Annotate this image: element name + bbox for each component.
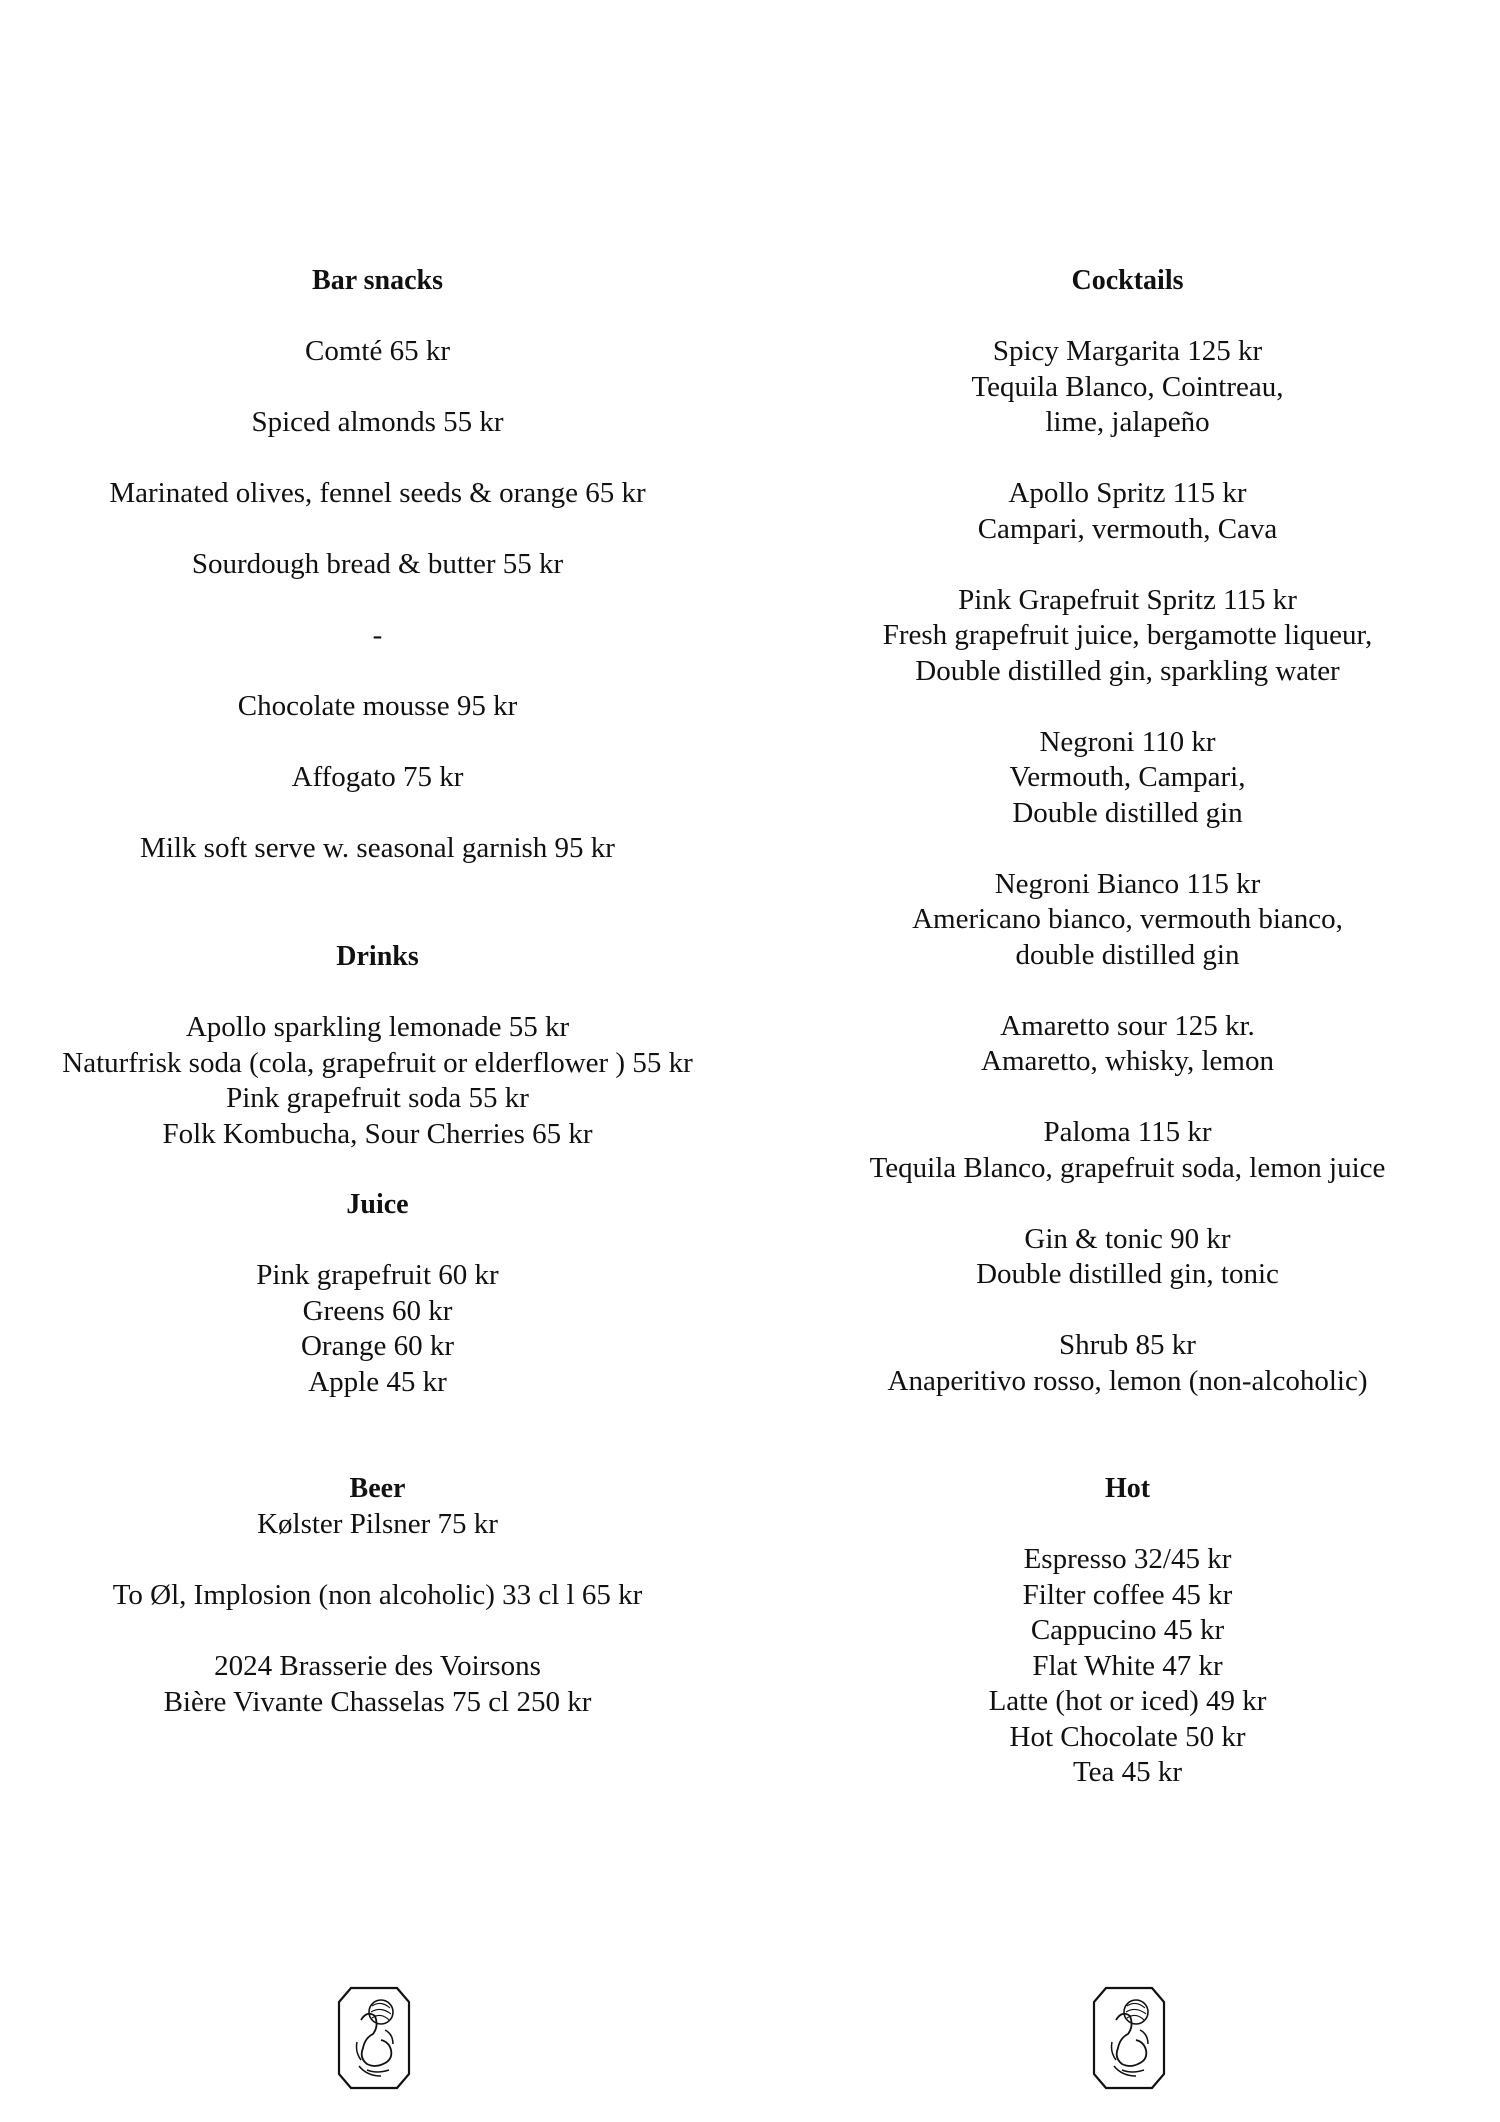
drinks-heading: Drinks [336, 941, 419, 972]
menu-item: Latte (hot or iced) 49 kr [988, 1685, 1267, 1717]
menu-item: Folk Kombucha, Sour Cherries 65 kr [162, 1117, 593, 1150]
menu-item: Pink grapefruit 60 kr [256, 1259, 499, 1291]
menu-item: 2024 Brasserie des Voirsons [214, 1650, 541, 1682]
menu-item: Flat White 47 kr [1032, 1649, 1223, 1682]
cocktail-description: Campari, vermouth, Cava [977, 512, 1278, 545]
apollo-seated-figure-icon [1092, 1986, 1166, 2090]
cocktail-description: Double distilled gin, sparkling water [915, 654, 1340, 687]
menu-item: Kølster Pilsner 75 kr [257, 1508, 498, 1540]
menu-item: Comté 65 kr [305, 335, 450, 367]
cocktail-name: Apollo Spritz 115 kr [1008, 477, 1247, 509]
cocktail-description: Tequila Blanco, grapefruit soda, lemon juice [869, 1151, 1386, 1184]
menu-item: Milk soft serve w. seasonal garnish 95 kr [140, 832, 615, 864]
cocktail-description: Americano bianco, vermouth bianco, [912, 903, 1343, 935]
cocktail-description: Double distilled gin [1012, 796, 1243, 829]
juice-section [0, 1187, 755, 1400]
cocktail-description: double distilled gin [1015, 938, 1240, 971]
menu-item: Naturfrisk soda (cola, grapefruit or elderflower ) 55 kr [62, 1046, 693, 1079]
beer-section [0, 1471, 755, 1720]
beer-heading: Beer [349, 1473, 406, 1504]
cocktail-description: Vermouth, Campari, [1009, 761, 1246, 793]
cocktail-name: Negroni Bianco 115 kr [994, 867, 1261, 900]
cocktail-name: Shrub 85 kr [1059, 1329, 1196, 1361]
bar-snacks-heading: Bar snacks [312, 265, 443, 296]
apollo-seated-figure-icon [337, 1986, 411, 2090]
cocktail-description: Fresh grapefruit juice, bergamotte liqueur, [882, 619, 1373, 651]
bar-snacks-section [0, 263, 755, 867]
menu-item: Orange 60 kr [300, 1330, 454, 1362]
cocktails-section [755, 263, 1500, 1399]
menu-item: Cappucino 45 kr [1030, 1614, 1225, 1646]
cocktail-name: Negroni 110 kr [1039, 725, 1216, 758]
cocktail-name: Pink Grapefruit Spritz 115 kr [958, 583, 1297, 616]
menu-item: Affogato 75 kr [291, 761, 464, 793]
cocktail-description: Amaretto, whisky, lemon [981, 1045, 1274, 1077]
cocktail-description: Anaperitivo rosso, lemon (non-alcoholic) [887, 1364, 1368, 1397]
menu-item: Tea 45 kr [1072, 1756, 1183, 1788]
menu-item: Apple 45 kr [308, 1365, 447, 1398]
drinks-section [0, 939, 755, 1152]
cocktail-description: Tequila Blanco, Cointreau, [971, 370, 1284, 403]
cocktail-name: Paloma 115 kr [1043, 1116, 1212, 1148]
menu-item: Espresso 32/45 kr [1023, 1543, 1232, 1575]
hot-heading: Hot [1104, 1473, 1151, 1504]
section-divider: - [372, 619, 383, 651]
cocktail-name: Spicy Margarita 125 kr [992, 335, 1263, 367]
cocktail-name: Gin & tonic 90 kr [1024, 1222, 1231, 1255]
menu-item: Bière Vivante Chasselas 75 cl 250 kr [163, 1685, 592, 1718]
menu-item: Apollo sparkling lemonade 55 kr [185, 1011, 570, 1043]
juice-heading: Juice [346, 1189, 409, 1220]
menu-item: Spiced almonds 55 kr [251, 406, 504, 438]
menu-item: Chocolate mousse 95 kr [237, 690, 518, 722]
hot-section [755, 1471, 1500, 1791]
menu-item: Hot Chocolate 50 kr [1009, 1720, 1246, 1753]
cocktail-description: Double distilled gin, tonic [976, 1258, 1279, 1290]
menu-item: Greens 60 kr [302, 1294, 453, 1327]
menu-item: Marinated olives, fennel seeds & orange 65 kr [109, 477, 646, 509]
menu-item: Pink grapefruit soda 55 kr [226, 1082, 529, 1114]
cocktails-heading: Cocktails [1071, 265, 1184, 296]
cocktail-name: Amaretto sour 125 kr. [1000, 1009, 1255, 1042]
menu-item: To Øl, Implosion (non alcoholic) 33 cl l 65 kr [112, 1579, 643, 1611]
cocktail-description: lime, jalapeño [1045, 406, 1210, 438]
menu-item: Sourdough bread & butter 55 kr [191, 548, 564, 580]
menu-item: Filter coffee 45 kr [1022, 1578, 1233, 1611]
